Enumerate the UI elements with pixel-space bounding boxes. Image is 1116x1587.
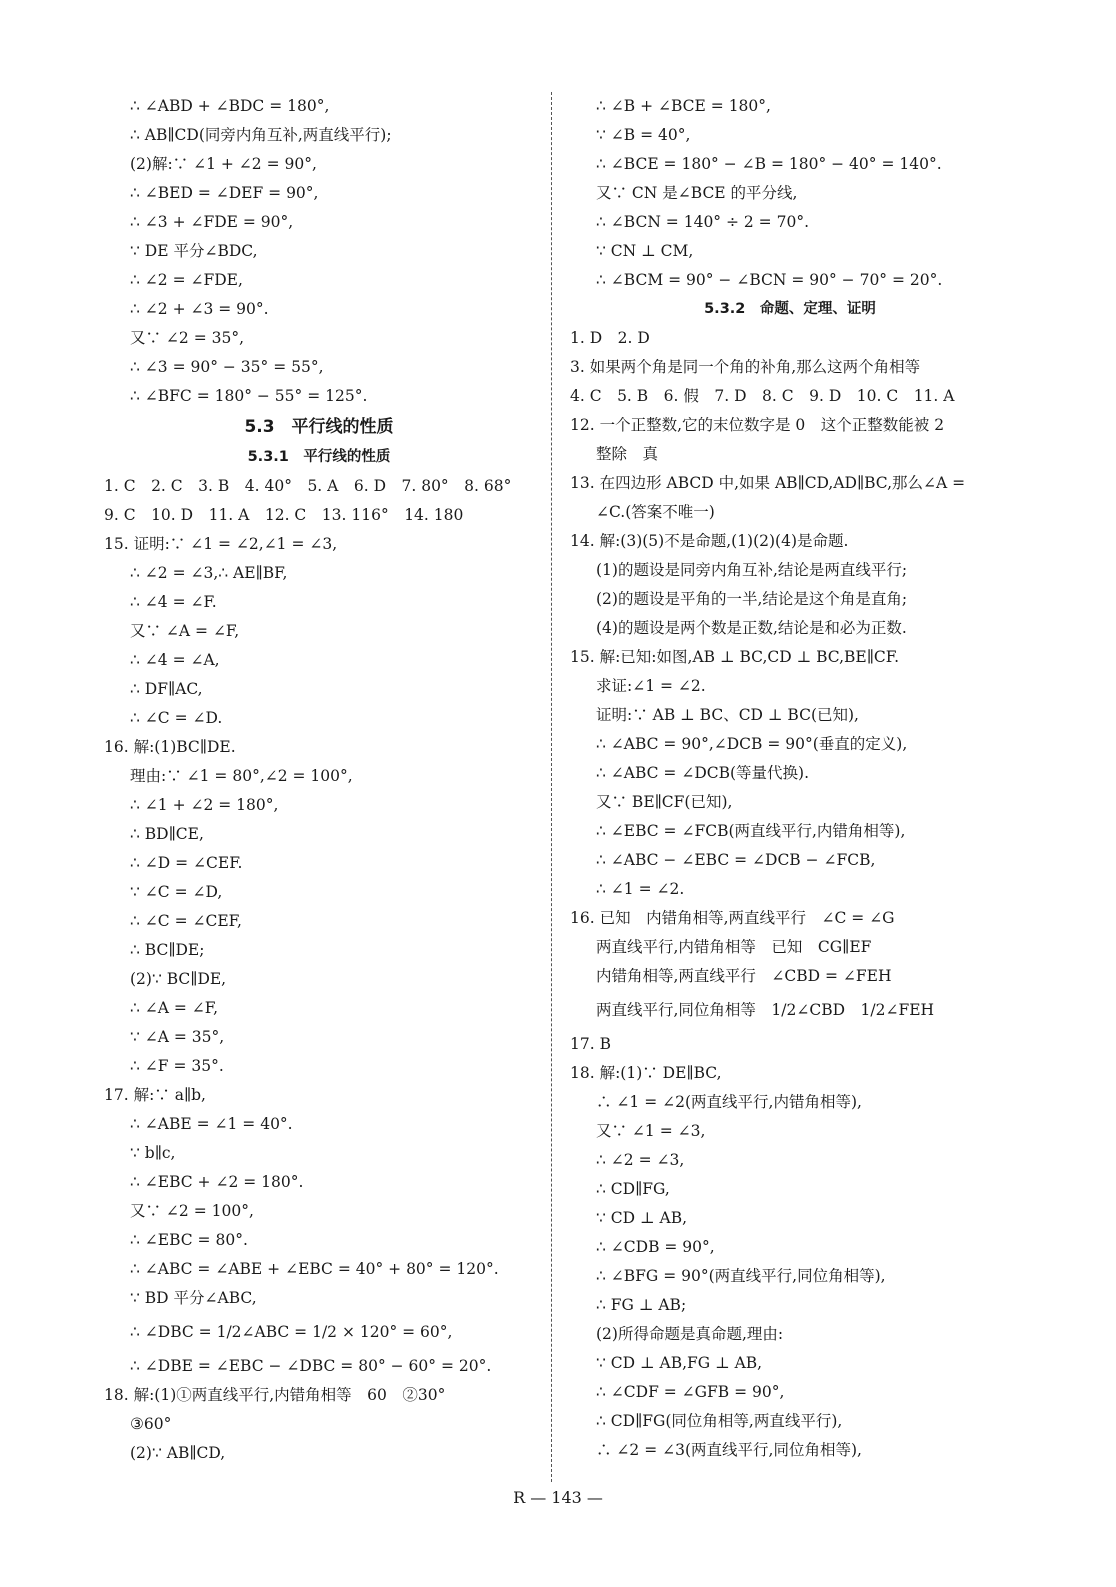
- answer-line: ∴ ∠1 = ∠2(两直线平行,内错角相等),: [596, 1093, 862, 1111]
- answer-line: ∵ ∠B = 40°,: [596, 126, 691, 144]
- answer-line: ∴ ∠ABC = 90°,∠DCB = 90°(垂直的定义),: [596, 735, 908, 753]
- answer-line: ∵ BD 平分∠ABC,: [130, 1289, 257, 1307]
- answer-line: 13. 在四边形 ABCD 中,如果 AB∥CD,AD∥BC,那么∠A =: [570, 474, 966, 492]
- answer-line: 又∵ ∠2 = 100°,: [130, 1202, 254, 1220]
- answer-line: ∴ CD∥FG(同位角相等,两直线平行),: [596, 1412, 843, 1430]
- answer-line: ∠C.(答案不唯一): [596, 503, 715, 521]
- answer-line: 又∵ ∠A = ∠F,: [130, 622, 240, 640]
- answer-line: 又∵ ∠1 = ∠3,: [596, 1122, 706, 1140]
- answer-line: ∴ ∠F = 35°.: [130, 1057, 224, 1075]
- answer-line: ∴ ∠CDB = 90°,: [596, 1238, 715, 1256]
- answer-line: 又∵ CN 是∠BCE 的平分线,: [596, 184, 798, 202]
- answer-line: ∴ ∠2 + ∠3 = 90°.: [130, 300, 269, 318]
- answer-line: 两直线平行,内错角相等 已知 CG∥EF: [596, 938, 872, 956]
- answer-line: ∴ ∠A = ∠F,: [130, 999, 219, 1017]
- answer-line: 内错角相等,两直线平行 ∠CBD = ∠FEH: [596, 967, 892, 985]
- answer-line: ∴ BC∥DE;: [130, 941, 205, 959]
- answer-line: ∴ ∠B + ∠BCE = 180°,: [596, 97, 771, 115]
- answer-line: ∴ ∠2 = ∠3,∴ AE∥BF,: [130, 564, 288, 582]
- answer-line: 两直线平行,同位角相等 1/2∠CBD 1/2∠FEH: [596, 1001, 935, 1019]
- answer-line: 又∵ BE∥CF(已知),: [596, 793, 733, 811]
- answer-line: ∵ CD ⊥ AB,: [596, 1209, 688, 1227]
- answer-line: ∴ ∠2 = ∠3(两直线平行,同位角相等),: [596, 1441, 862, 1459]
- answer-line: (2)∵ BC∥DE,: [130, 970, 227, 988]
- answer-line: ∴ ∠ABD + ∠BDC = 180°,: [130, 97, 330, 115]
- answer-line: ∴ DF∥AC,: [130, 680, 203, 698]
- answer-line: 17. B: [570, 1035, 611, 1053]
- left-column: [104, 92, 534, 1468]
- answer-line: 15. 证明:∵ ∠1 = ∠2,∠1 = ∠3,: [104, 535, 338, 553]
- answer-line: ∴ ∠3 + ∠FDE = 90°,: [130, 213, 294, 231]
- answer-line: ∴ ∠EBC = ∠FCB(两直线平行,内错角相等),: [596, 822, 906, 840]
- answer-line: ∴ ∠BFC = 180° − 55° = 125°.: [130, 387, 368, 405]
- answer-line: (2)∵ AB∥CD,: [130, 1444, 226, 1462]
- answer-line: ∴ ∠ABC − ∠EBC = ∠DCB − ∠FCB,: [596, 851, 876, 869]
- answer-line: ∴ ∠BED = ∠DEF = 90°,: [130, 184, 319, 202]
- answer-line: ∴ ∠ABC = ∠ABE + ∠EBC = 40° + 80° = 120°.: [130, 1260, 499, 1278]
- answer-line: ∴ ∠BCM = 90° − ∠BCN = 90° − 70° = 20°.: [596, 271, 943, 289]
- answer-line: 18. 解:(1)∵ DE∥BC,: [570, 1064, 722, 1082]
- answer-line: 整除 真: [596, 445, 659, 463]
- answer-line: 1. D 2. D: [570, 329, 650, 347]
- answer-line: ∴ ∠DBE = ∠EBC − ∠DBC = 80° − 60° = 20°.: [130, 1357, 492, 1375]
- answer-line: 18. 解:(1)①两直线平行,内错角相等 60 ②30°: [104, 1386, 446, 1404]
- answer-line: ∴ ∠EBC + ∠2 = 180°.: [130, 1173, 304, 1191]
- answer-line: ∴ BD∥CE,: [130, 825, 204, 843]
- answer-line: 14. 解:(3)(5)不是命题,(1)(2)(4)是命题.: [570, 532, 849, 550]
- answer-line: (4)的题设是两个数是正数,结论是和必为正数.: [596, 619, 907, 637]
- answer-line: 16. 解:(1)BC∥DE.: [104, 738, 236, 756]
- answer-line: ∵ CD ⊥ AB,FG ⊥ AB,: [596, 1354, 763, 1372]
- answer-line: ∴ FG ⊥ AB;: [596, 1296, 687, 1314]
- answer-line: ∵ CN ⊥ CM,: [596, 242, 694, 260]
- answer-line: 又∵ ∠2 = 35°,: [130, 329, 245, 347]
- section-heading: 5.3.2 命题、定理、证明: [704, 301, 876, 317]
- answer-line: ∴ CD∥FG,: [596, 1180, 670, 1198]
- answer-line: ∴ ∠BCN = 140° ÷ 2 = 70°.: [596, 213, 809, 231]
- answer-line: ∵ ∠A = 35°,: [130, 1028, 225, 1046]
- answer-line: 1. C 2. C 3. B 4. 40° 5. A 6. D 7. 80° 8. 68°: [104, 477, 512, 495]
- answer-line: (2)解:∵ ∠1 + ∠2 = 90°,: [130, 155, 317, 173]
- answer-line: ∴ ∠ABE = ∠1 = 40°.: [130, 1115, 293, 1133]
- answer-line: ③60°: [130, 1415, 172, 1433]
- answer-line: ∴ ∠CDF = ∠GFB = 90°,: [596, 1383, 785, 1401]
- answer-line: 理由:∵ ∠1 = 80°,∠2 = 100°,: [130, 767, 353, 785]
- answer-line: 9. C 10. D 11. A 12. C 13. 116° 14. 180: [104, 506, 464, 524]
- answer-line: (1)的题设是同旁内角互补,结论是两直线平行;: [596, 561, 908, 579]
- answer-line: ∵ b∥c,: [130, 1144, 176, 1162]
- answer-line: 求证:∠1 = ∠2.: [596, 677, 706, 695]
- answer-line: ∴ ∠2 = ∠FDE,: [130, 271, 243, 289]
- answer-line: ∵ DE 平分∠BDC,: [130, 242, 258, 260]
- answer-line: ∴ ∠4 = ∠A,: [130, 651, 220, 669]
- answer-line: 12. 一个正整数,它的末位数字是 0 这个正整数能被 2: [570, 416, 945, 434]
- answer-line: (2)的题设是平角的一半,结论是这个角是直角;: [596, 590, 908, 608]
- answer-line: 17. 解:∵ a∥b,: [104, 1086, 206, 1104]
- answer-line: 4. C 5. B 6. 假 7. D 8. C 9. D 10. C 11. A: [570, 387, 955, 405]
- section-heading: 5.3.1 平行线的性质: [247, 449, 391, 465]
- section-heading: 5.3 平行线的性质: [244, 417, 394, 437]
- answer-line: (2)所得命题是真命题,理由:: [596, 1325, 784, 1343]
- answer-line: 证明:∵ AB ⊥ BC、CD ⊥ BC(已知),: [596, 706, 859, 724]
- answer-line: ∴ ∠4 = ∠F.: [130, 593, 217, 611]
- answer-line: 16. 已知 内错角相等,两直线平行 ∠C = ∠G: [570, 909, 895, 927]
- answer-line: ∴ ∠1 = ∠2.: [596, 880, 685, 898]
- answer-line: 15. 解:已知:如图,AB ⊥ BC,CD ⊥ BC,BE∥CF.: [570, 648, 899, 666]
- answer-line: ∴ ∠D = ∠CEF.: [130, 854, 243, 872]
- right-column: [570, 92, 1010, 1465]
- answer-line: ∴ ∠1 + ∠2 = 180°,: [130, 796, 279, 814]
- answer-line: ∵ ∠C = ∠D,: [130, 883, 223, 901]
- answer-line: ∴ ∠BFG = 90°(两直线平行,同位角相等),: [596, 1267, 886, 1285]
- column-divider: [551, 92, 552, 1482]
- answer-line: ∴ ∠2 = ∠3,: [596, 1151, 685, 1169]
- answer-line: ∴ ∠ABC = ∠DCB(等量代换).: [596, 764, 810, 782]
- answer-line: ∴ ∠EBC = 80°.: [130, 1231, 248, 1249]
- answer-line: 3. 如果两个角是同一个角的补角,那么这两个角相等: [570, 358, 921, 376]
- answer-line: ∴ ∠BCE = 180° − ∠B = 180° − 40° = 140°.: [596, 155, 942, 173]
- answer-line: ∴ ∠C = ∠CEF,: [130, 912, 242, 930]
- answer-line: ∴ AB∥CD(同旁内角互补,两直线平行);: [130, 126, 392, 144]
- answer-line: ∴ ∠3 = 90° − 35° = 55°,: [130, 358, 324, 376]
- answer-line: ∴ ∠DBC = 1/2∠ABC = 1/2 × 120° = 60°,: [130, 1323, 453, 1341]
- page-number: R — 143 —: [513, 1488, 603, 1507]
- answer-line: ∴ ∠C = ∠D.: [130, 709, 223, 727]
